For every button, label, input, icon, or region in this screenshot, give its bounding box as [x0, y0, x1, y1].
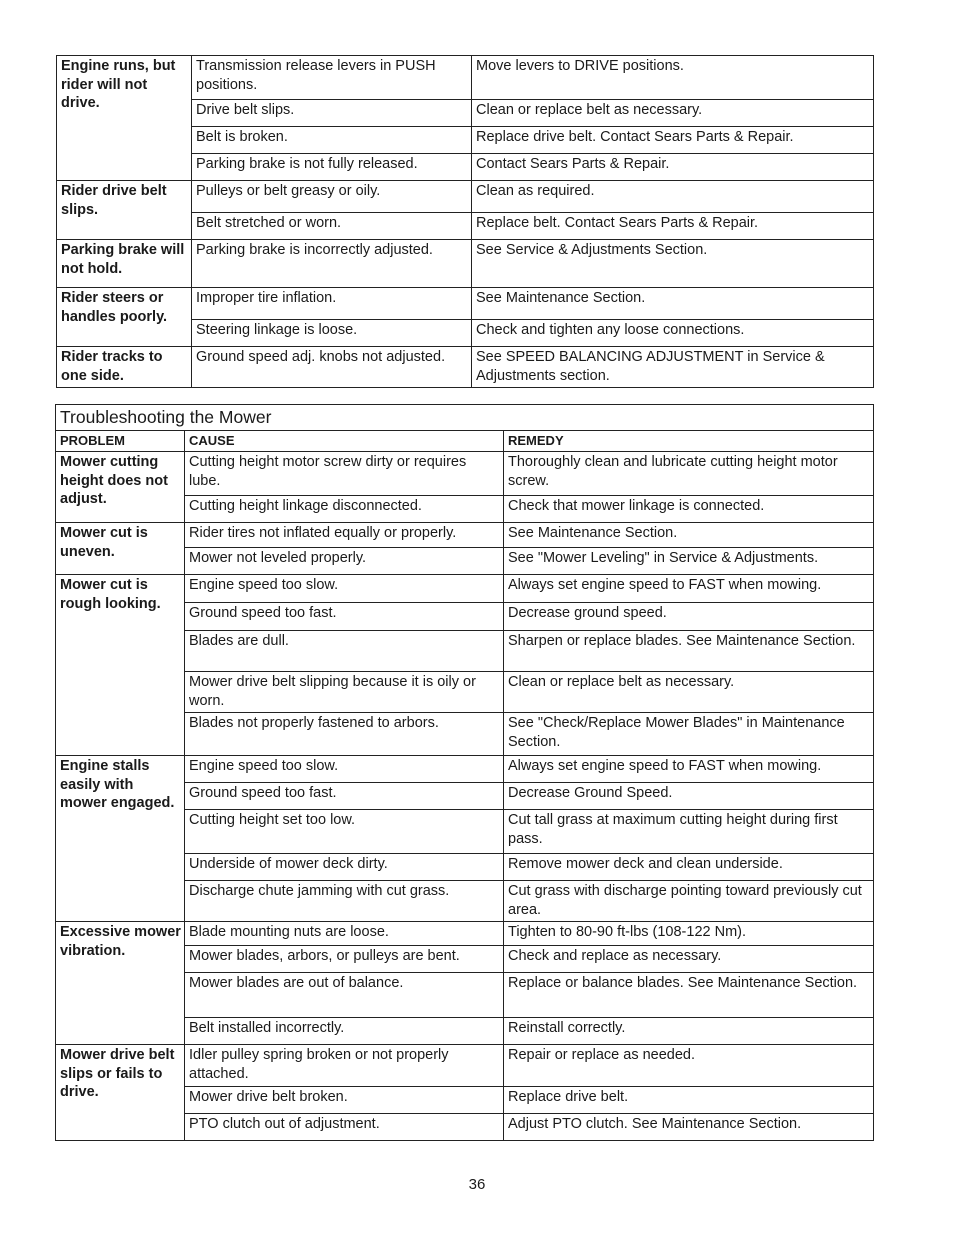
remedy-cell: See Maintenance Section.	[472, 288, 874, 320]
remedy-cell: Decrease Ground Speed.	[504, 783, 874, 810]
cause-cell: Ground speed too fast.	[185, 603, 504, 631]
problem-cell: Mower drive belt slips or fails to drive.	[56, 1045, 185, 1141]
problem-cell: Rider drive belt slips.	[57, 181, 192, 240]
remedy-cell: Reinstall correctly.	[504, 1018, 874, 1045]
cause-cell: Improper tire inflation.	[192, 288, 472, 320]
remedy-cell: Thoroughly clean and lubricate cutting height motor screw.	[504, 452, 874, 496]
cause-cell: Drive belt slips.	[192, 100, 472, 127]
remedy-cell: See SPEED BALANCING ADJUSTMENT in Service & Adjustments section.	[472, 347, 874, 388]
rider-troubleshooting-table	[56, 55, 874, 388]
remedy-cell: Check and tighten any loose connections.	[472, 320, 874, 347]
cause-cell: Rider tires not inflated equally or properly.	[185, 523, 504, 548]
cause-cell: Mower not leveled properly.	[185, 548, 504, 575]
remedy-cell: Always set engine speed to FAST when mowing.	[504, 756, 874, 783]
cause-cell: Ground speed adj. knobs not adjusted.	[192, 347, 472, 388]
remedy-cell: Repair or replace as needed.	[504, 1045, 874, 1087]
cause-cell: Mower drive belt slipping because it is oily or worn.	[185, 672, 504, 713]
problem-cell: Excessive mower vibration.	[56, 922, 185, 1045]
problem-cell: Rider tracks to one side.	[57, 347, 192, 388]
table-row	[56, 922, 874, 946]
remedy-cell: See Service & Adjustments Section.	[472, 240, 874, 288]
cause-cell: Cutting height set too low.	[185, 810, 504, 854]
cause-cell: Cutting height motor screw dirty or requires lube.	[185, 452, 504, 496]
remedy-cell: Remove mower deck and clean underside.	[504, 854, 874, 881]
header-cause: CAUSE	[185, 431, 504, 452]
cause-cell: Blade mounting nuts are loose.	[185, 922, 504, 946]
header-remedy: REMEDY	[504, 431, 874, 452]
remedy-cell: Clean or replace belt as necessary.	[504, 672, 874, 713]
table-row	[57, 181, 874, 213]
page-number: 36	[468, 1176, 486, 1193]
remedy-cell: Decrease ground speed.	[504, 603, 874, 631]
table-row	[57, 56, 874, 100]
cause-cell: Engine speed too slow.	[185, 756, 504, 783]
remedy-cell: Tighten to 80-90 ft-lbs (108-122 Nm).	[504, 922, 874, 946]
cause-cell: Underside of mower deck dirty.	[185, 854, 504, 881]
cause-cell: Parking brake is not fully released.	[192, 154, 472, 181]
cause-cell: Belt is broken.	[192, 127, 472, 154]
cause-cell: Mower drive belt broken.	[185, 1087, 504, 1114]
cause-cell: Blades are dull.	[185, 631, 504, 672]
cause-cell: Parking brake is incorrectly adjusted.	[192, 240, 472, 288]
problem-cell: Rider steers or handles poorly.	[57, 288, 192, 347]
remedy-cell: Check and replace as necessary.	[504, 946, 874, 973]
remedy-cell: Move levers to DRIVE positions.	[472, 56, 874, 100]
table-row	[57, 347, 874, 388]
cause-cell: Pulleys or belt greasy or oily.	[192, 181, 472, 213]
cause-cell: Blades not properly fastened to arbors.	[185, 713, 504, 756]
cause-cell: Belt installed incorrectly.	[185, 1018, 504, 1045]
remedy-cell: See "Check/Replace Mower Blades" in Maintenance Section.	[504, 713, 874, 756]
cause-cell: Discharge chute jamming with cut grass.	[185, 881, 504, 922]
mower-troubleshooting-table	[55, 404, 874, 1141]
table-row	[57, 240, 874, 288]
cause-cell: Mower blades are out of balance.	[185, 973, 504, 1018]
header-problem: PROBLEM	[56, 431, 185, 452]
cause-cell: Engine speed too slow.	[185, 575, 504, 603]
remedy-cell: Always set engine speed to FAST when mowing.	[504, 575, 874, 603]
problem-cell: Engine stalls easily with mower engaged.	[56, 756, 185, 922]
cause-cell: Mower blades, arbors, or pulleys are bent.	[185, 946, 504, 973]
remedy-cell: Sharpen or replace blades. See Maintenance Section.	[504, 631, 874, 672]
remedy-cell: See "Mower Leveling" in Service & Adjustments.	[504, 548, 874, 575]
table-row	[56, 575, 874, 603]
remedy-cell: See Maintenance Section.	[504, 523, 874, 548]
table-row	[56, 756, 874, 783]
problem-cell: Parking brake will not hold.	[57, 240, 192, 288]
remedy-cell: Adjust PTO clutch. See Maintenance Section.	[504, 1114, 874, 1141]
cause-cell: Cutting height linkage disconnected.	[185, 496, 504, 523]
remedy-cell: Replace drive belt. Contact Sears Parts & Repair.	[472, 127, 874, 154]
problem-cell: Mower cutting height does not adjust.	[56, 452, 185, 523]
cause-cell: Transmission release levers in PUSH positions.	[192, 56, 472, 100]
cause-cell: Ground speed too fast.	[185, 783, 504, 810]
table-row	[56, 452, 874, 496]
table-header-row	[56, 431, 874, 452]
remedy-cell: Clean or replace belt as necessary.	[472, 100, 874, 127]
remedy-cell: Contact Sears Parts & Repair.	[472, 154, 874, 181]
cause-cell: PTO clutch out of adjustment.	[185, 1114, 504, 1141]
problem-cell: Mower cut is uneven.	[56, 523, 185, 575]
remedy-cell: Cut tall grass at maximum cutting height during first pass.	[504, 810, 874, 854]
remedy-cell: Clean as required.	[472, 181, 874, 213]
table-row	[57, 288, 874, 320]
cause-cell: Belt stretched or worn.	[192, 213, 472, 240]
cause-cell: Idler pulley spring broken or not properly attached.	[185, 1045, 504, 1087]
remedy-cell: Replace or balance blades. See Maintenance Section.	[504, 973, 874, 1018]
problem-cell: Mower cut is rough looking.	[56, 575, 185, 756]
remedy-cell: Cut grass with discharge pointing toward previously cut area.	[504, 881, 874, 922]
remedy-cell: Replace drive belt.	[504, 1087, 874, 1114]
cause-cell: Steering linkage is loose.	[192, 320, 472, 347]
remedy-cell: Check that mower linkage is connected.	[504, 496, 874, 523]
section-title: Troubleshooting the Mower	[56, 405, 874, 431]
table-row	[56, 1045, 874, 1087]
problem-cell: Engine runs, but rider will not drive.	[57, 56, 192, 181]
remedy-cell: Replace belt. Contact Sears Parts & Repair.	[472, 213, 874, 240]
table-row	[56, 523, 874, 548]
